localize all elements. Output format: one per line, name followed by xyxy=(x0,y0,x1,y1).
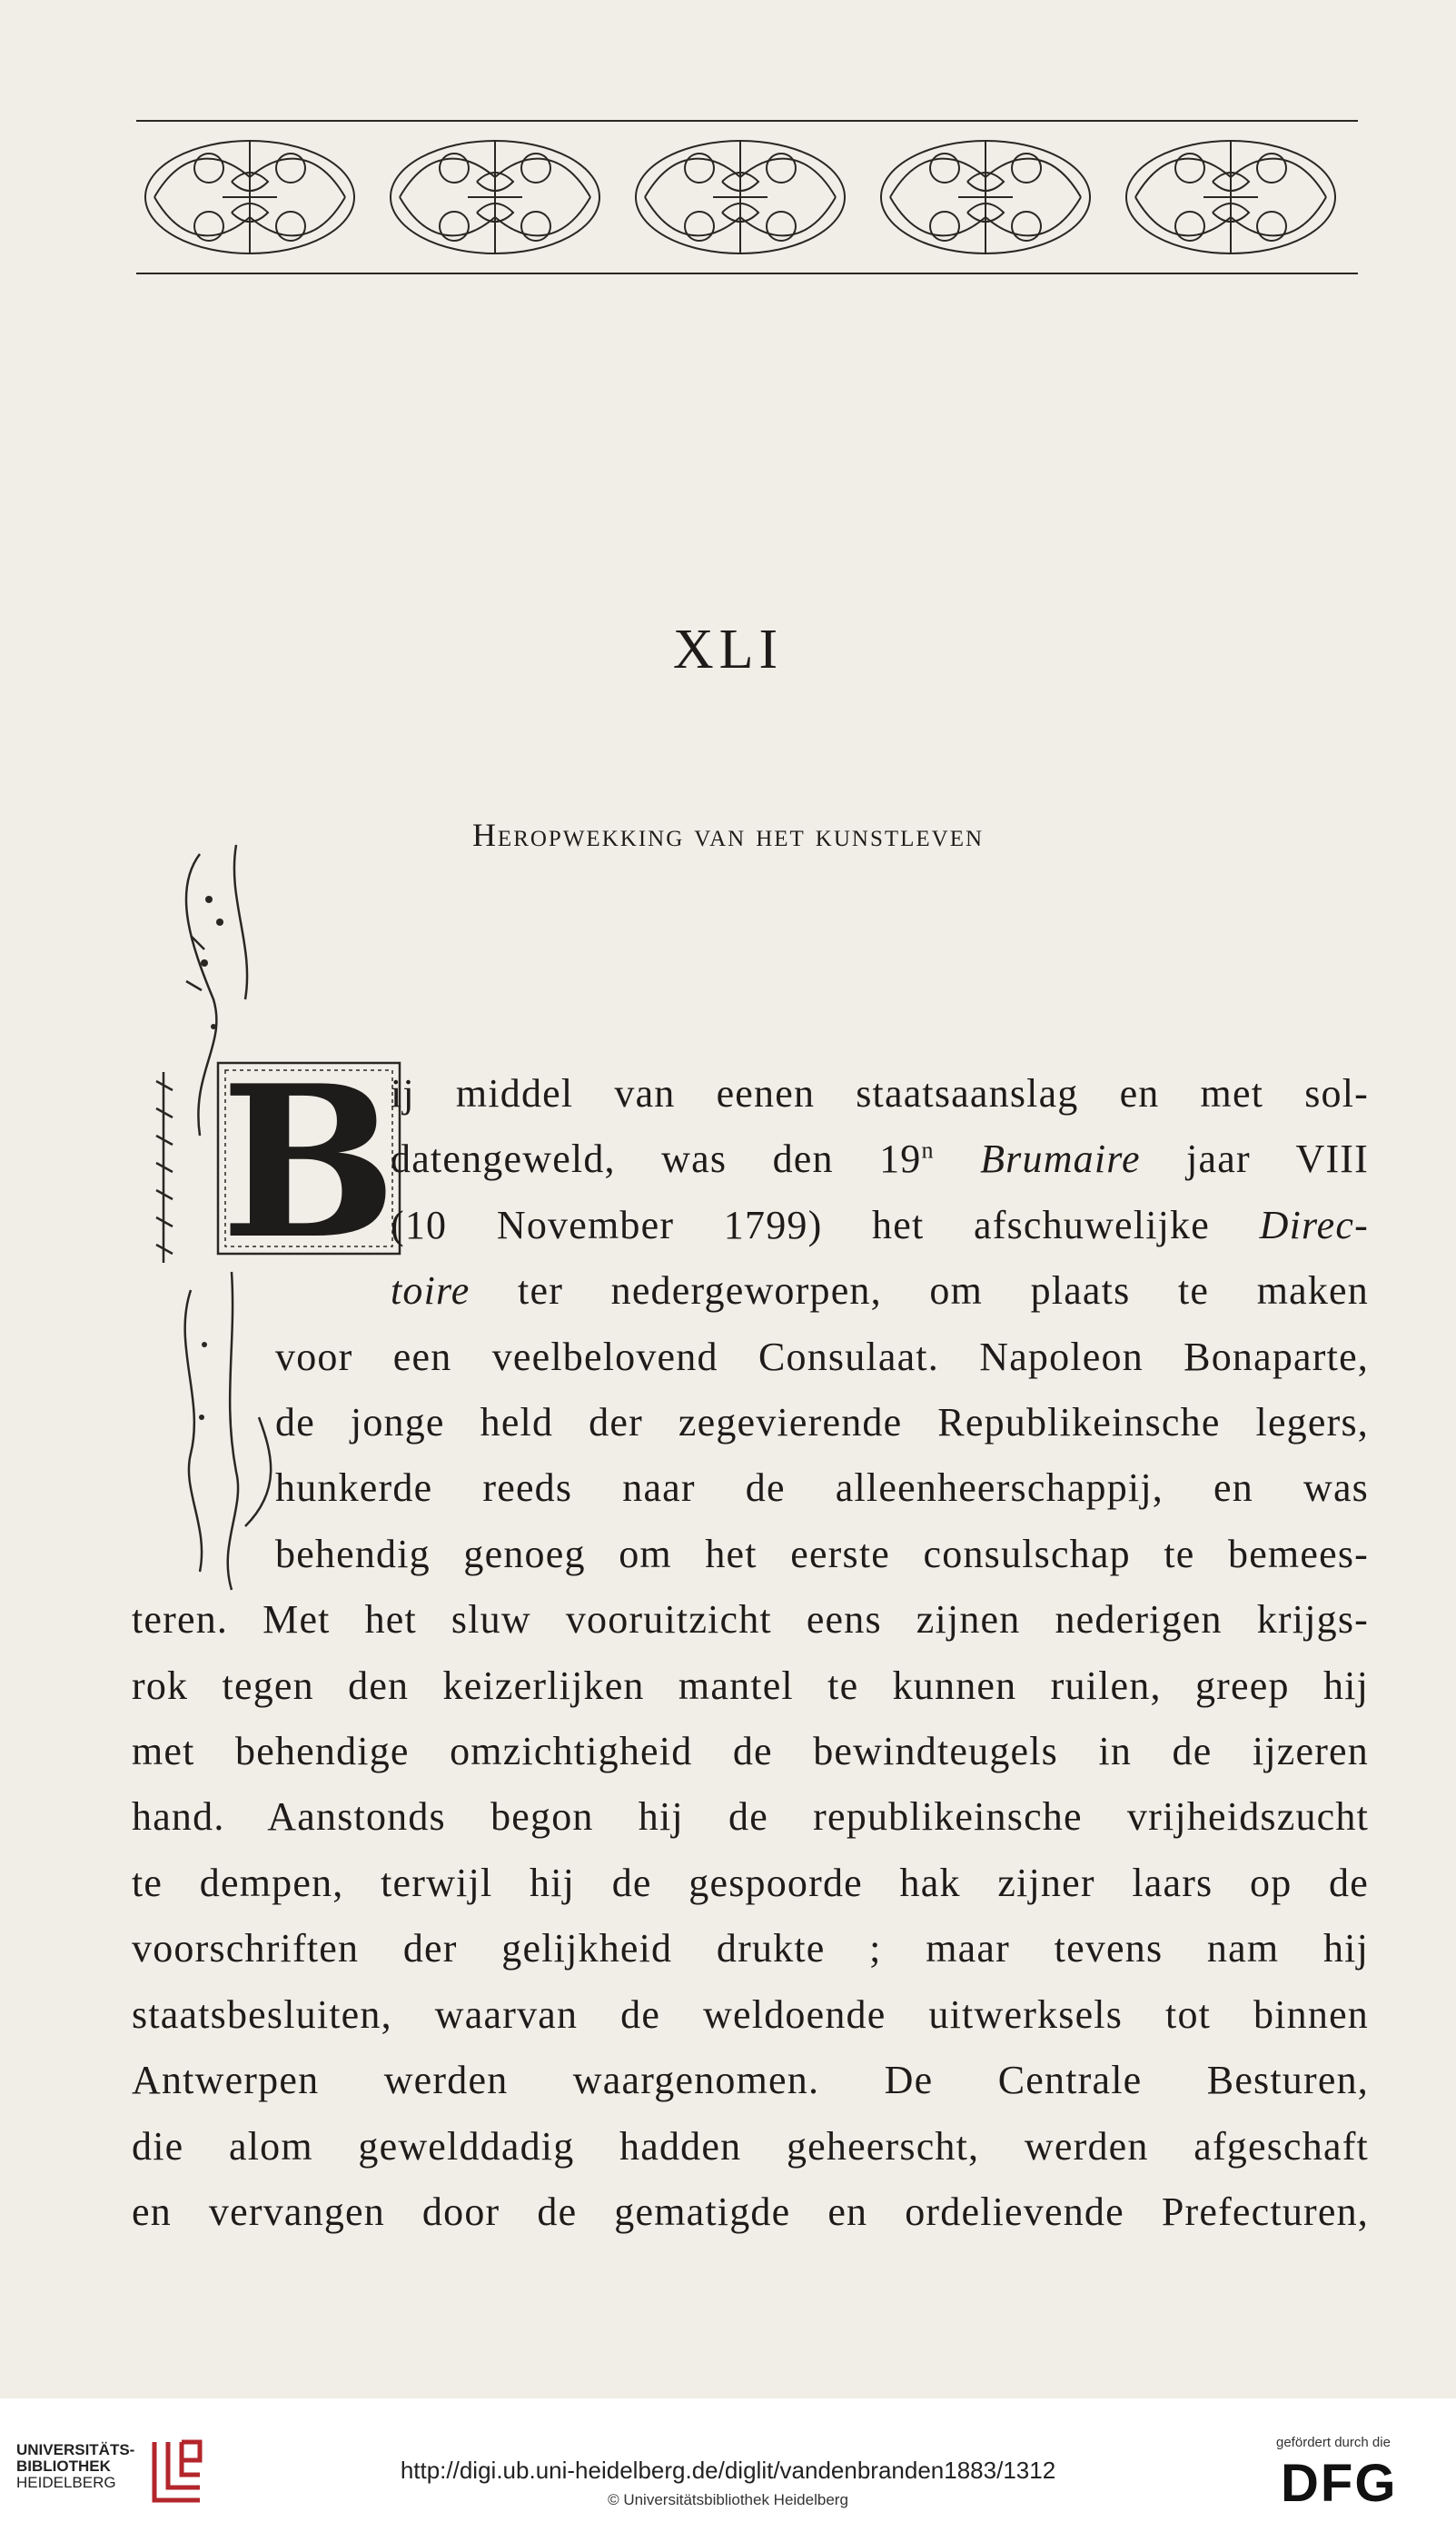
ornamental-header-band xyxy=(136,114,1358,282)
text-line: ij middel van eenen staatsaanslag en met sol- xyxy=(391,1071,1369,1116)
text-line: te dempen, terwijl hij de gespoorde hak zijner laars op de xyxy=(132,1860,1369,1905)
text-line: voor een veelbelovend Consulaat. Napoleon Bonaparte, xyxy=(275,1334,1369,1379)
funding-note: gefördert durch die xyxy=(1276,2435,1391,2450)
footer-bar xyxy=(0,2398,1456,2522)
ornament-scrollwork xyxy=(136,114,1358,282)
text-line: rok tegen den keizerlijken mantel te kunnen ruilen, greep hij xyxy=(132,1663,1369,1708)
text-line: datengeweld, was den 19$^n$ Brumaire jaar VIII xyxy=(391,1137,1370,1182)
text-line: met behendige omzichtigheid de bewindteugels in de ijzeren xyxy=(132,1729,1369,1774)
text-line: en vervangen door de gematigde en ordelievende Prefecturen, xyxy=(132,2189,1369,2234)
text-line: toire ter nedergeworpen, om plaats te maken xyxy=(391,1268,1369,1314)
chapter-title-text: Heropwekking van het kunstleven xyxy=(471,817,985,853)
text-line: hand. Aanstonds begon hij de republikeinsche vrijheidszucht xyxy=(132,1794,1369,1840)
initial-letter: B xyxy=(220,1040,398,1286)
text-line: voorschriften der gelijkheid drukte ; maar tevens nam hij xyxy=(132,1926,1369,1971)
chapter-number: XLI xyxy=(672,619,784,680)
text-line: behendig genoeg om het eerste consulschap te bemees- xyxy=(275,1531,1369,1576)
dfg-logo: DFG xyxy=(1281,2454,1398,2513)
text-line: teren. Met het sluw vooruitzicht eens zijnen nederigen krijgs- xyxy=(132,1597,1369,1643)
body-paragraph xyxy=(132,1061,1369,2245)
text-line: Antwerpen werden waargenomen. De Centrale Besturen, xyxy=(132,2058,1369,2103)
permalink-url[interactable]: http://digi.ub.uni-heidelberg.de/diglit/vandenbranden1883/1312 xyxy=(400,2457,1056,2484)
text-line: de jonge held der zegevierende Republikeinsche legers, xyxy=(275,1400,1369,1445)
text-line: staatsbesluiten, waarvan de weldoende uitwerksels tot binnen xyxy=(132,1991,1369,2037)
text-line: die alom gewelddadig hadden geheerscht, werden afgeschaft xyxy=(132,2123,1369,2169)
library-logo-text: UNIVERSITÄTS- BIBLIOTHEK HEIDELBERG xyxy=(16,2441,135,2491)
text-line: hunkerde reeds naar de alleenheerschappij, en was xyxy=(275,1465,1369,1511)
copyright-notice: © Universitätsbibliothek Heidelberg xyxy=(608,2491,848,2508)
text-line: (10 November 1799) het afschuwelijke Direc- xyxy=(391,1202,1369,1247)
